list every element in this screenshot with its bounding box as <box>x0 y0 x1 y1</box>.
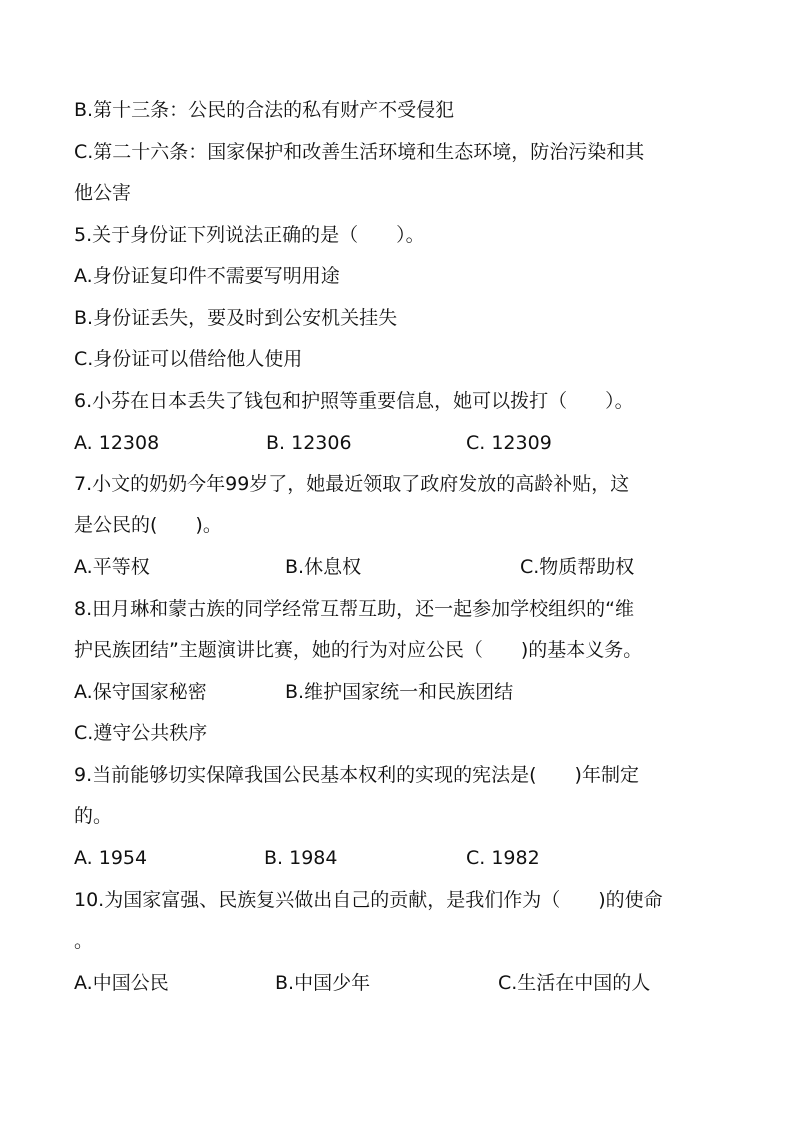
q7-option-b: B.休息权 <box>285 556 362 578</box>
question-10-continued: 。 <box>74 930 94 952</box>
q6-option-c: C. 12309 <box>466 432 552 454</box>
question-7-continued: 是公民的( )。 <box>74 514 222 536</box>
q7-option-c: C.物质帮助权 <box>520 556 635 578</box>
question-5: 5.关于身份证下列说法正确的是（ ）。 <box>74 224 425 246</box>
q8-option-a: A.保守国家秘密 <box>74 681 207 703</box>
q9-option-c: C. 1982 <box>466 847 540 869</box>
question-8: 8.田月琳和蒙古族的同学经常互帮互助，还一起参加学校组织的“维 <box>74 598 634 620</box>
q8-option-c: C.遵守公共秩序 <box>74 722 208 744</box>
q4-option-c: C.第二十六条：国家保护和改善生活环境和生态环境，防治污染和其 <box>74 141 645 163</box>
q6-option-a: A. 12308 <box>74 432 160 454</box>
question-6: 6.小芬在日本丢失了钱包和护照等重要信息，她可以拨打（ ）。 <box>74 390 634 412</box>
q10-option-a: A.中国公民 <box>74 972 169 994</box>
q6-option-b: B. 12306 <box>266 432 352 454</box>
q4-option-b: B.第十三条：公民的合法的私有财产不受侵犯 <box>74 99 455 121</box>
question-9-continued: 的。 <box>74 805 113 827</box>
q8-option-b: B.维护国家统一和民族团结 <box>285 681 514 703</box>
q9-option-a: A. 1954 <box>74 847 148 869</box>
q5-option-b: B.身份证丢失，要及时到公安机关挂失 <box>74 307 398 329</box>
q10-option-c: C.生活在中国的人 <box>498 972 651 994</box>
q7-option-a: A.平等权 <box>74 556 150 578</box>
q5-option-a: A.身份证复印件不需要写明用途 <box>74 265 340 287</box>
question-9: 9.当前能够切实保障我国公民基本权利的实现的宪法是( )年制定 <box>74 764 639 786</box>
q10-option-b: B.中国少年 <box>275 972 371 994</box>
q4-option-c-continued: 他公害 <box>74 182 132 204</box>
q5-option-c: C.身份证可以借给他人使用 <box>74 348 303 370</box>
question-7: 7.小文的奶奶今年99岁了，她最近领取了政府发放的高龄补贴，这 <box>74 473 630 495</box>
q9-option-b: B. 1984 <box>264 847 338 869</box>
question-8-continued: 护民族团结”主题演讲比赛，她的行为对应公民（ )的基本义务。 <box>74 639 643 661</box>
question-10: 10.为国家富强、民族复兴做出自己的贡献，是我们作为（ )的使命 <box>74 889 663 911</box>
